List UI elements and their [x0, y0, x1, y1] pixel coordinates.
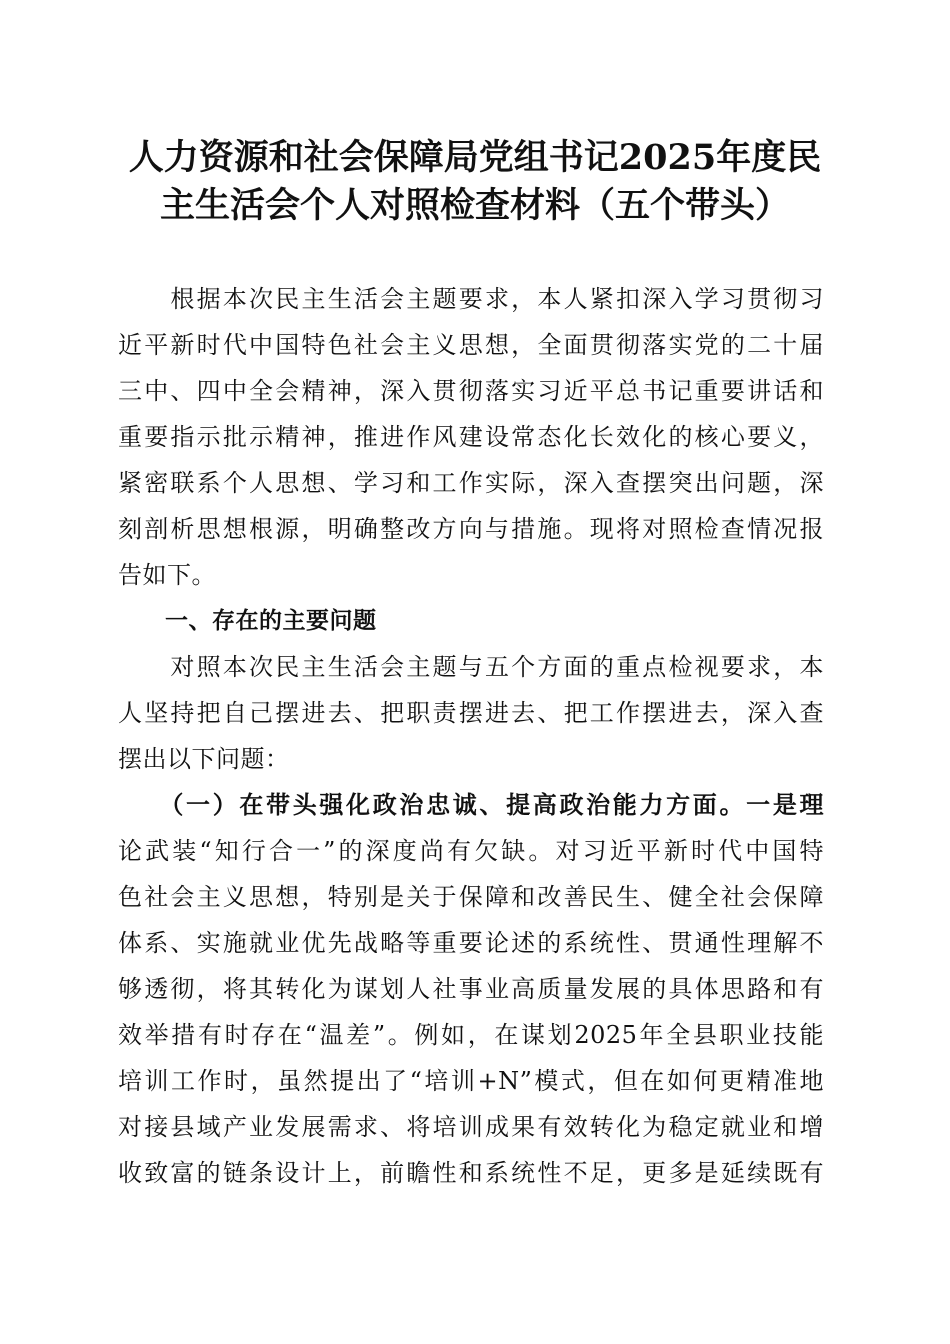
subsection-line: （一）在带头强化政治忠诚、提高政治能力方面。一是理 [118, 790, 824, 819]
paragraph-line: 够透彻，将其转化为谋划人社事业高质量发展的具体思路和有 [118, 975, 824, 1003]
paragraph-line: 刻剖析思想根源，明确整改方向与措施。现将对照检查情况报 [118, 515, 824, 543]
paragraph-line: 重要指示批示精神，推进作风建设常态化长效化的核心要义， [118, 423, 824, 451]
paragraph-line: 近平新时代中国特色社会主义思想，全面贯彻落实党的二十届 [118, 331, 824, 359]
paragraph-line: 摆出以下问题： [118, 745, 290, 773]
paragraph-line: 论武装“知行合一”的深度尚有欠缺。对习近平新时代中国特 [118, 837, 824, 865]
paragraph-line: 人坚持把自己摆进去、把职责摆进去、把工作摆进去，深入查 [118, 699, 824, 727]
document-title [100, 134, 850, 230]
paragraph-line: 告如下。 [118, 561, 216, 589]
paragraph-line: 对接县域产业发展需求、将培训成果有效转化为稳定就业和增 [118, 1113, 824, 1141]
title-line-1: 人力资源和社会保障局党组书记2025年度民 [128, 137, 822, 178]
document-body [118, 276, 824, 1196]
paragraph-line: 效举措有时存在“温差”。例如，在谋划2025年全县职业技能 [118, 1021, 824, 1049]
title-line-2: 主生活会个人对照检查材料（五个带头） [159, 185, 790, 226]
paragraph-line: 收致富的链条设计上，前瞻性和系统性不足，更多是延续既有 [118, 1159, 824, 1187]
paragraph-line: 色社会主义思想，特别是关于保障和改善民生、健全社会保障 [118, 883, 824, 911]
section-heading: 一、存在的主要问题 [118, 608, 377, 634]
paragraph-line: 培训工作时，虽然提出了“培训+N”模式，但在如何更精准地 [118, 1067, 824, 1095]
paragraph-line: 对照本次民主生活会主题与五个方面的重点检视要求，本 [118, 653, 824, 681]
paragraph-line: 根据本次民主生活会主题要求，本人紧扣深入学习贯彻习 [118, 285, 824, 313]
paragraph-line: 体系、实施就业优先战略等重要论述的系统性、贯通性理解不 [118, 929, 824, 957]
paragraph-line: 紧密联系个人思想、学习和工作实际，深入查摆突出问题，深 [118, 469, 824, 497]
paragraph-line: 三中、四中全会精神，深入贯彻落实习近平总书记重要讲话和 [118, 377, 824, 405]
